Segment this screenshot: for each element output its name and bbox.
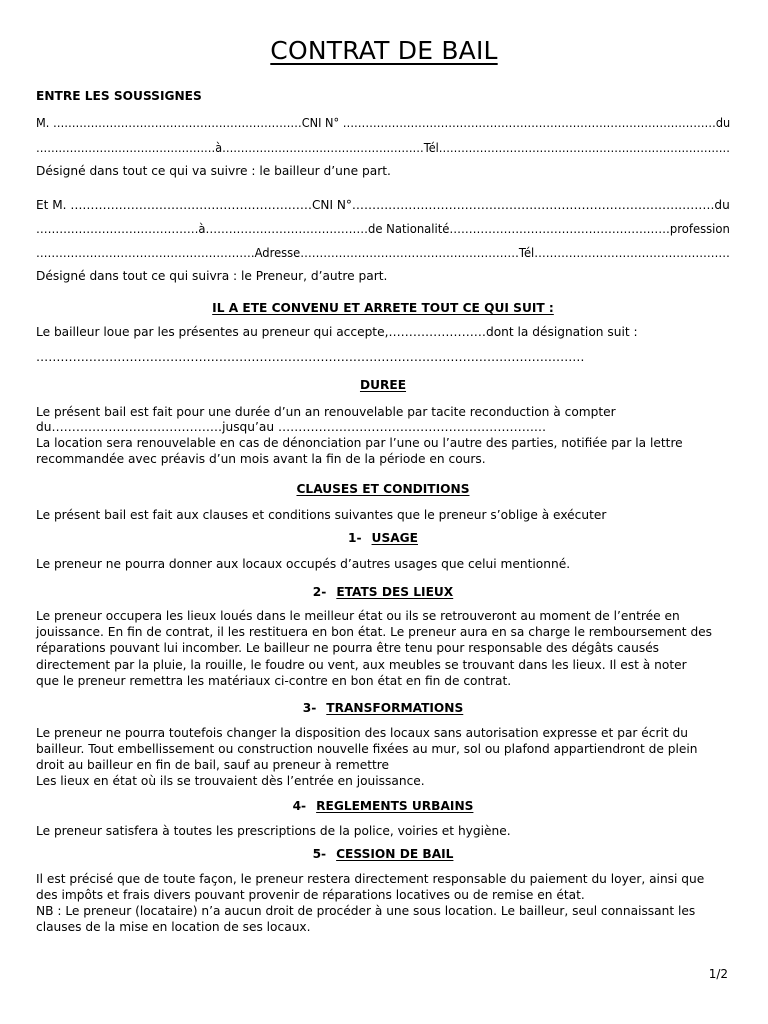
- section-line: Le preneur occupera les lieux loués dans le meilleur état ou ils se retrouveront au moment de l’entrée en: [36, 609, 680, 623]
- section-line: directement par la pluie, la rouille, le foudre ou vent, aux meubles se trouvant dans les lieux. Il est à noter: [36, 658, 687, 672]
- section-title: CESSION DE BAIL: [336, 847, 454, 861]
- parties-heading: ENTRE LES SOUSSIGNES: [36, 89, 202, 103]
- duree-line-1: Le présent bail est fait pour une durée d’un an renouvelable par tacite reconduction à compter: [36, 405, 616, 419]
- tenant-line-2: ……………………………………à……………………………………de Nationalité…………………………………………………profession: [36, 222, 730, 236]
- document-title: CONTRAT DE BAIL: [270, 36, 498, 65]
- section-line: jouissance. En fin de contrat, il les restituera en bon état. Le preneur aura en sa charge le remboursement des: [36, 625, 713, 639]
- duree-line-2: du……………………………………jusqu’au …………………………………………………………: [36, 420, 547, 434]
- section-number: 4-: [292, 799, 307, 813]
- duree-heading: DUREE: [359, 378, 407, 392]
- section-line: Il est précisé que de toute façon, le preneur restera directement responsable du paiement du loyer, ainsi que: [36, 872, 705, 886]
- section-line: Le preneur ne pourra donner aux locaux occupés d’autres usages que celui mentionné.: [36, 557, 571, 571]
- duree-line-3: La location sera renouvelable en cas de dénonciation par l’une ou l’autre des parties, notifiée par la lettre: [36, 436, 683, 450]
- tenant-designation: Désigné dans tout ce qui suivra : le Preneur, d’autre part.: [36, 269, 388, 283]
- page-number: 1/2: [708, 967, 728, 981]
- section-number: 2-: [312, 585, 327, 599]
- agreement-heading: IL A ETE CONVENU ET ARRETE TOUT CE QUI SUIT :: [212, 301, 554, 315]
- section-title: ETATS DES LIEUX: [336, 585, 454, 599]
- tenant-line-3: …………………………………………………Adresse…………………………………………………Tél……………………………………………: [36, 246, 730, 260]
- clauses-heading: CLAUSES ET CONDITIONS: [296, 482, 470, 496]
- section-line: bailleur. Tout embellissement ou construction nouvelle fixées au mur, sol ou plafond appartiendront de plein: [36, 742, 698, 756]
- section-line: réparations pouvant lui incomber. Le bailleur ne pourra être tenu pour responsable des dégâts causés: [36, 641, 660, 655]
- section-line: NB : Le preneur (locataire) n’a aucun droit de procéder à une sous location. Le bailleur, seul connaissant les: [36, 904, 696, 918]
- section-line: clauses de la mise en location de ses locaux.: [36, 920, 311, 934]
- lessor-designation: Désigné dans tout ce qui va suivre : le bailleur d’une part.: [36, 164, 391, 178]
- section-heading: [36, 530, 730, 546]
- section-heading: [36, 798, 730, 814]
- section-heading: [36, 846, 730, 862]
- agreement-line-2: ………………………………………………………………………………………………………………………: [36, 350, 585, 364]
- section-line: Le preneur ne pourra toutefois changer la disposition des locaux sans autorisation expresse et par écrit du: [36, 726, 689, 740]
- duree-line-4: recommandée avec préavis d’un mois avant la fin de la période en cours.: [36, 452, 486, 466]
- section-number: 5-: [312, 847, 327, 861]
- section-line: que le preneur remettra les matériaux ci-contre en bon état en fin de contrat.: [36, 674, 512, 688]
- section-number: 3-: [302, 701, 317, 715]
- section-title: REGLEMENTS URBAINS: [316, 799, 474, 813]
- section-line: droit au bailleur en fin de bail, sauf au preneur à remettre: [36, 758, 390, 772]
- lessor-line-1: M. …………………………………………………………CNI N° ………………………………………………………………………………………du: [36, 116, 731, 130]
- section-number: 1-: [348, 531, 362, 545]
- tenant-line-1: Et M. ……………………………………………………CNI N°………………………………………………………………………………du: [36, 198, 730, 212]
- section-line: Le preneur satisfera à toutes les prescriptions de la police, voiries et hygiène.: [36, 824, 511, 838]
- agreement-line-1: Le bailleur loue par les présentes au preneur qui accepte,……………………dont la désignation suit :: [36, 325, 638, 339]
- section-title: USAGE: [371, 531, 418, 545]
- lessor-line-2: …………………………………………à………………………………………………Tél……………………………………………………………………: [36, 141, 730, 155]
- section-title: TRANSFORMATIONS: [326, 701, 464, 715]
- section-line: Les lieux en état où ils se trouvaient dès l’entrée en jouissance.: [36, 774, 425, 788]
- section-line: des impôts et frais divers pouvant provenir de réparations locatives ou de remise en état.: [36, 888, 585, 902]
- clauses-intro: Le présent bail est fait aux clauses et conditions suivantes que le preneur s’oblige à exécuter: [36, 508, 607, 522]
- section-heading: [36, 584, 730, 600]
- section-heading: [36, 700, 730, 716]
